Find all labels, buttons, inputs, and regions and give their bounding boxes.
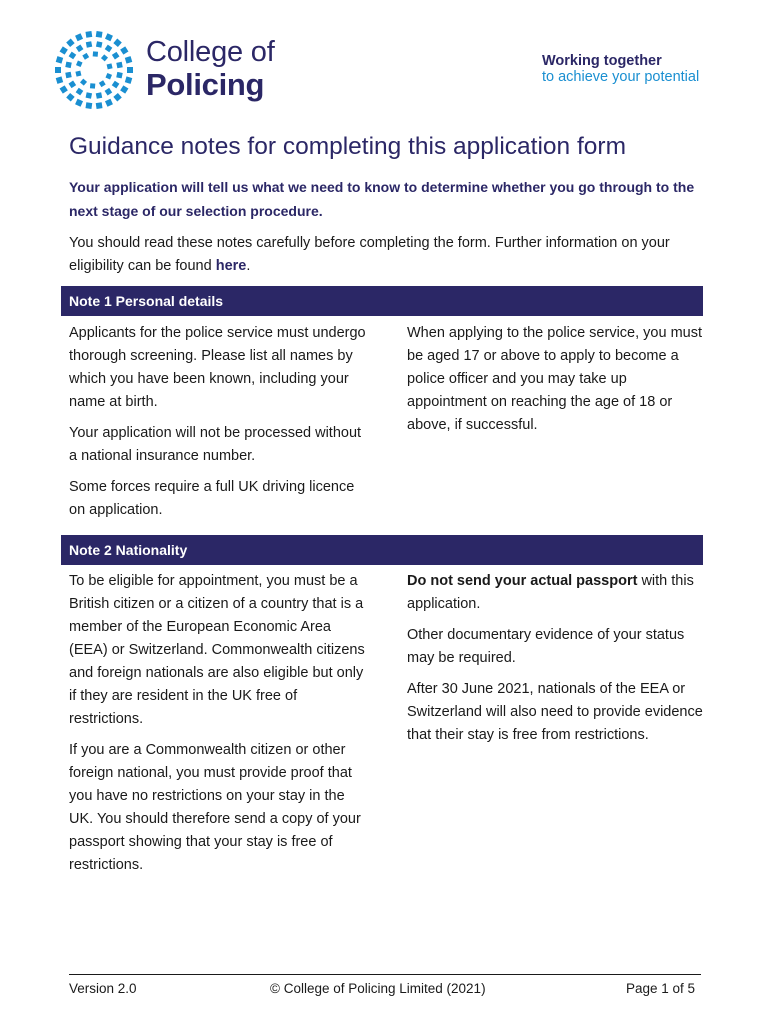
note-1-paragraph: When applying to the police service, you must be aged 17 or above to apply to become a police officer and you may take up appointment on reaching the age of 18 or above, if successful. <box>407 325 702 433</box>
logo-square <box>76 60 83 67</box>
logo-square <box>93 51 98 56</box>
logo-square <box>55 67 61 73</box>
note-1-left-column <box>69 322 369 530</box>
logo-square <box>66 39 74 47</box>
logo-square <box>116 72 122 78</box>
logo-square <box>96 102 103 109</box>
tagline-line-1: Working together <box>542 53 662 69</box>
page-title: Guidance notes for completing this application form <box>69 133 626 160</box>
note-1-paragraph: Applicants for the police service must undergo thorough screening. Please list all names by which you have been known, including your name at birth. <box>69 325 366 410</box>
logo-square <box>65 62 71 68</box>
logo-square <box>96 31 103 38</box>
passport-warning: Do not send your actual passport <box>407 573 638 589</box>
logo-square <box>125 76 132 83</box>
logo-square <box>75 99 83 107</box>
logo-square <box>76 45 84 53</box>
logo-line-2: Policing <box>146 67 265 102</box>
logo-square <box>120 46 128 54</box>
note-1-paragraph: Some forces require a full UK driving licence on application. <box>69 479 355 518</box>
note-2-paragraph: If you are a Commonwealth citizen or other foreign national, you must provide proof that you have no restrictions on your stay in the UK. You should therefore send a copy of your passport showing that your stay is free of restrictions. <box>69 742 361 873</box>
logo-square <box>105 88 113 96</box>
footer-version: Version 2.0 <box>69 981 137 996</box>
note-2-heading: Note 2 Nationality <box>61 535 703 565</box>
page-header <box>0 0 768 118</box>
logo-square <box>125 56 132 63</box>
footer-page-number: Page 1 of 5 <box>626 981 696 996</box>
logo-square <box>60 46 68 54</box>
logo-square <box>127 67 133 73</box>
logo-square <box>86 92 92 98</box>
intro-body: You should read these notes carefully before completing the form. Further information on your eligibility can be found <box>69 235 670 274</box>
note-1-heading: Note 1 Personal details <box>61 286 703 316</box>
note-1-right-column <box>407 322 707 445</box>
intro-end: . <box>246 258 251 274</box>
tagline-line-2: to achieve your potential <box>542 69 700 85</box>
note-2-left-column <box>69 570 369 885</box>
logo-square <box>56 76 63 83</box>
college-of-policing-logo-icon <box>52 28 136 112</box>
logo-square <box>101 54 108 61</box>
logo-square <box>85 102 92 109</box>
logo-square <box>75 33 83 41</box>
note-2-passport-paragraph <box>407 570 707 616</box>
logo-line-1: College of <box>146 36 275 68</box>
logo-square <box>120 85 128 93</box>
logo-square <box>112 52 120 60</box>
logo-square <box>96 41 102 47</box>
logo-square <box>69 81 77 89</box>
logo-square <box>113 93 121 101</box>
logo-square <box>86 41 92 47</box>
footer-copyright: © College of Policing Limited (2021) <box>270 981 486 996</box>
note-1-paragraph: Your application will not be processed without a national insurance number. <box>69 425 362 464</box>
intro-text <box>69 232 703 278</box>
logo-square <box>65 72 71 78</box>
logo-square <box>66 93 74 101</box>
logo-square <box>69 52 77 60</box>
note-2-right-column <box>407 570 707 755</box>
intro-bold-text: Your application will tell us what we need to know to determine whether you go through to the next stage of our selection procedure. <box>69 179 695 219</box>
logo-square <box>105 33 113 41</box>
note-2-paragraph: After 30 June 2021, nationals of the EEA or Switzerland will also need to provide evidence that their stay is free from restrictions. <box>407 681 703 743</box>
note-2-paragraph: To be eligible for appointment, you must be a British citizen or a citizen of a country that is a member of the European Economic Area (EEA) or Switzerland. Commonwealth citizens and foreign nationals are also eligible but only if they are resident in the UK free of restrictions. <box>69 573 365 727</box>
eligibility-link[interactable]: here <box>215 258 247 274</box>
footer-divider <box>69 974 701 975</box>
logo-square <box>105 99 113 107</box>
logo-square <box>75 71 81 77</box>
intro-section <box>69 132 703 278</box>
logo-square <box>105 73 112 80</box>
logo-square <box>80 79 87 86</box>
logo-square <box>56 56 63 63</box>
logo-wordmark <box>146 38 275 100</box>
note-2-paragraph: Other documentary evidence of your status may be required. <box>407 627 685 666</box>
logo-square <box>76 88 84 96</box>
logo-square <box>112 81 120 89</box>
logo-square <box>82 53 89 60</box>
logo-square <box>113 39 121 47</box>
logo-square <box>107 63 113 69</box>
tagline <box>542 53 699 85</box>
logo-square <box>99 80 106 87</box>
logo-square <box>60 85 68 93</box>
passport-warning-rest: with this application. <box>407 573 694 612</box>
logo-square <box>116 62 122 68</box>
logo-square <box>85 31 92 38</box>
logo-square <box>90 83 95 88</box>
logo-square <box>96 92 102 98</box>
logo-square <box>105 45 113 53</box>
